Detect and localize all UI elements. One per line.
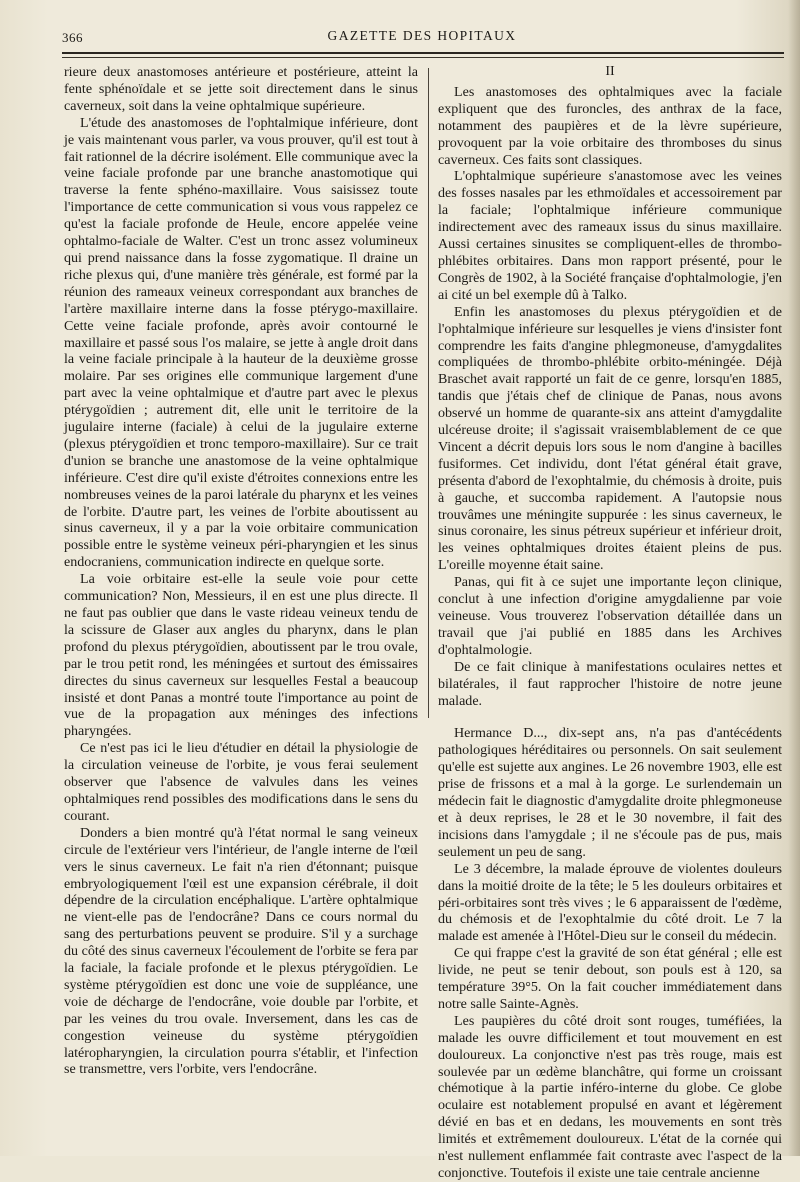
paragraph: Donders a bien montré qu'à l'état normal le sang veineux circule de l'extérieur vers l'intérieur, de l'angle interne de l'œil vers le sinus caverneux. Le fait n'a rien d'étonnant; puisque embryologiquement l'œil est une expansion cérébrale, il doit dépendre de la circulation encéphalique. L'artère ophtalmique ne vient-elle pas de l'endocrâne? Dans ce cours normal du sang des perturbations peuvent se produire. S'il y a surchage du côté des sinus caverneux l'écoulement de l'orbite se fera par la faciale, la faciale profonde et le plexus ptérygoïdien. Le système ptérygoïdien est donc une voie de suppléance, une voie de décharge de l'endocrâne, voie double par l'orbite, et par les veines du trou ovale. Inversement, dans les cas de congestion veineuse du système ptérygoïdien latéropharyngien, la circulation pourra s'établir, et l'infection se transmettre, vers l'orbite, vers l'endocrâne. — [64, 824, 418, 1078]
page-edge-shadow — [788, 0, 800, 1156]
paragraph: Panas, qui fit à ce sujet une importante leçon clinique, conclut à une infection d'origine amygdalienne par voie veineuse. Vous trouverez l'observation détaillée dans un travail que j'ai publié en 1885 dans les Archives d'ophtalmologie. — [438, 574, 782, 658]
case-paragraph: Hermance D..., dix-sept ans, n'a pas d'antécédents pathologiques héréditaires ou personnels. On sait seulement qu'elle est sujette aux angines. Le 26 novembre 1903, elle est prise de frissons et a mal à la gorge. Le surlendemain un médecin fait le diagnostic d'amygdalite droite phlegmoneuse et à deux reprises, le 28 et le 30 novembre, il fait des incisions dans l'amygdale ; il ne s'écoule pas de pus, mais seulement un peu de sang. — [438, 725, 782, 860]
case-paragraph: Ce qui frappe c'est la gravité de son état général ; elle est livide, ne peut se tenir debout, son pouls est à 120, sa température 39°5. On la fait coucher immédiatement dans notre salle Sainte-Agnès. — [438, 945, 782, 1012]
paragraph: Enfin les anastomoses du plexus ptérygoïdien et de l'ophtalmique inférieure sur lesquelles je viens d'insister font comprendre les faits d'angine phlegmoneuse, d'amygdalites compliquées de thrombo-phlébite orbito-méningée. Déjà Braschet avait rapporté un fait de ce genre, lorsqu'en 1885, tandis que j'étais chef de clinique de Panas, nous avons observé un homme de quarante-six ans atteint d'amygdalite ulcéreuse droite; il s'agissait vraisemblablement de ce que Vincent a décrit depuis lors sous le nom d'angine à bacilles fusiformes. Cet individu, dont l'état général était grave, présenta d'abord de l'exophtalmie, du chémosis à droite, puis à gauche, et succomba rapidement. A l'autopsie nous trouvâmes une méningite suppurée : les sinus caverneux, le sinus coronaire, les sinus pétreux supérieur et inférieur droit, les veines ophtalmiques droites étaient pleins de pus. L'oreille moyenne était saine. — [438, 303, 782, 574]
journal-title: GAZETTE DES HOPITAUX — [327, 28, 517, 43]
paragraph: Les anastomoses des ophtalmiques avec la faciale expliquent que des furoncles, des anthrax de la face, notamment des paupières et de la lèvre supérieure, provoquent par la voie orbitaire des thromboses du sinus caverneux. Ces faits sont classiques. — [438, 83, 782, 168]
case-paragraph: Le 3 décembre, la malade éprouve de violentes douleurs dans la moitié droite de la tête; le 5 les douleurs orbitaires et péri-orbitaires sont très vives ; le 6 apparaissent de l'œdème, du chémosis et de l'exophtalmie du côté droit. Le 7 la malade est amenée à l'Hôtel-Dieu sur le conseil du médecin. — [438, 860, 782, 945]
left-column — [64, 64, 418, 1078]
header-rule-thick — [62, 52, 784, 54]
header-rule-thin — [62, 57, 784, 58]
spacer — [438, 709, 782, 725]
case-paragraph: Les paupières du côté droit sont rouges, tuméfiées, la malade les ouvre difficilement et tout mouvement en est douloureux. La conjonctive n'est pas très rouge, mais est soulevée par un œdème blanchâtre, qui forme un croissant chémotique à la partie inféro-interne du globe. Ce globe oculaire est notablement propulsé en avant et légèrement dévié en bas et en dedans, les mouvements en sont très limités et extrêmement douloureux. L'état de la cornée qui n'est nullement enflammée fait contraste avec l'aspect de la conjonctive. Toutefois il existe une taie centrale ancienne — [438, 1012, 782, 1181]
paragraph: La voie orbitaire est-elle la seule voie pour cette communication? Non, Messieurs, il en est une plus directe. Il ne faut pas oublier que dans le vaste rideau veineux tendu de la scissure de Glaser aux angles du pharynx, dans le plan profond du plexus ptérygoïdien, aboutissent par le trou ovale, par le trou petit rond, les méningées et surtout des émissaires directes du sinus caverneux sur lesquelles Festal a beaucoup insisté et dont Panas a montré toute l'importance au point de vue de la propagation aux méninges des infections pharyngées. — [64, 571, 418, 740]
paragraph: Ce n'est pas ici le lieu d'étudier en détail la physiologie de la circulation veineuse de l'orbite, je vous ferai seulement observer que l'absence de valvules dans les veines ophtalmiques rend possibles des modifications dans le sens du courant. — [64, 740, 418, 824]
right-column — [438, 64, 782, 1182]
paragraph: L'étude des anastomoses de l'ophtalmique inférieure, dont je vais maintenant vous parler, va vous prouver, qu'il est tout à fait rationnel de la décrire isolément. Elle communique avec la veine faciale profonde par une branche anastomotique qui traverse la fente sphéno-maxillaire. Vous saisissez toute l'importance de cette communication si vous vous rappelez ce qu'est la faciale profonde de Heule, encore appelée veine ophtalmo-faciale de Walter. C'est un tronc assez volumineux qui prend naissance dans la fosse zygomatique. Il draine un riche plexus qui, d'une manière très générale, est formé par la réunion des rameaux veineux correspondant aux branches de l'artère maxillaire interne dans la fosse ptérygo-maxillaire. Cette veine faciale profonde, après avoir contourné le maxillaire et passé sous l'os malaire, se jette à angle droit dans la veine faciale principale à la hauteur de la deuxième grosse molaire. Par ses origines elle communique largement d'une part avec la veine ophtalmique et d'autre part avec le plexus ptérygoïdien ; autrement dit, elle unit le territoire de la jugulaire interne (faciale) à celui de la jugulaire externe (plexus ptérygoïdien et tronc temporo-maxillaire). Sur ce trait d'union se branche une anastomose de la veine ophtalmique inférieure. C'est dire qu'il existe d'étroites connexions entre les nombreuses veines de la paroi latérale du pharynx et les veines de l'orbite. D'autre part, les veines de l'orbite aboutissent au sinus caverneux, il y a par la voie orbitaire communication possible entre le système veineux péri-pharyngien et les sinus endocraniens, communication indirecte en quelque sorte. — [64, 114, 418, 571]
paragraph: rieure deux anastomoses antérieure et postérieure, atteint la fente sphénoïdale et se jette soit directement dans le sinus caverneux, soit dans la veine ophtalmique supérieure. — [64, 64, 418, 114]
page-number: 366 — [62, 30, 83, 45]
section-number: II — [605, 64, 615, 79]
column-divider — [428, 68, 429, 718]
paragraph: De ce fait clinique à manifestations oculaires nettes et bilatérales, il faut rapprocher l'histoire de notre jeune malade. — [438, 658, 782, 709]
page-header — [62, 22, 782, 48]
paragraph: L'ophtalmique supérieure s'anastomose avec les veines des fosses nasales par les ethmoïdales et accessoirement par la faciale; l'ophtalmique inférieure communique indirectement avec des rameaux issus du sinus maxillaire. Aussi certaines sinusites se compliquent-elles de thrombo-phlébites orbitaires. Dans mon rapport présenté, pour le Congrès de 1902, à la Société française d'ophtalmologie, j'en ai cité un bel exemple dû à Talko. — [438, 168, 782, 303]
